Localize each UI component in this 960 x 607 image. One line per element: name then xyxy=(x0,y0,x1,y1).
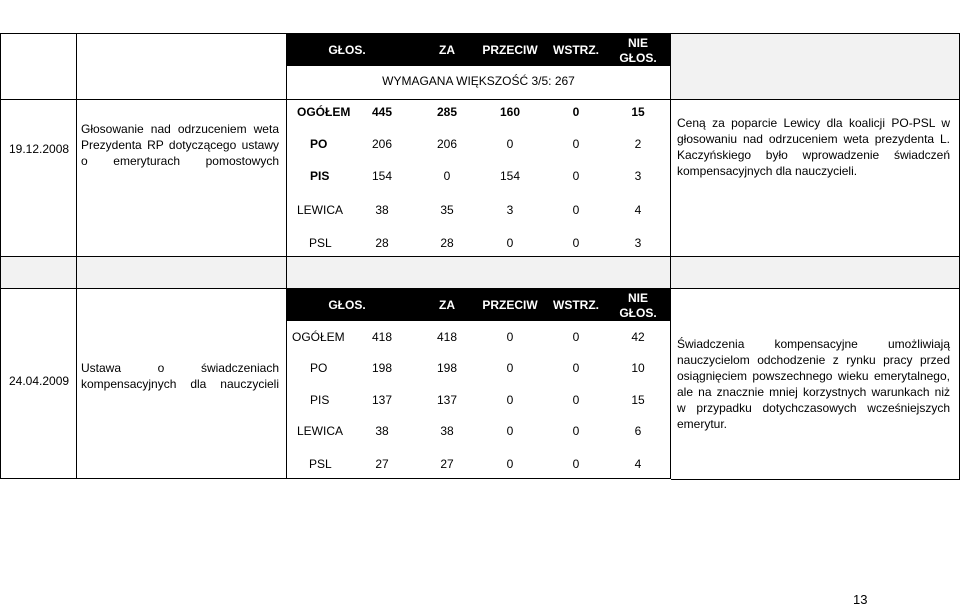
col-przeciw: PRZECIW xyxy=(482,43,538,57)
col-przeciw: PRZECIW xyxy=(482,298,538,312)
block2-description: Ustawa o świadczeniach kompensacyjnych dla nauczycieli xyxy=(81,361,279,391)
col-glos: GŁOS. xyxy=(328,43,366,57)
page-number: 13 xyxy=(853,592,868,607)
majority-requirement: WYMAGANA WIĘKSZOŚĆ 3/5: 267 xyxy=(382,74,575,88)
col-nie: NIE xyxy=(627,36,648,50)
col-za: ZA xyxy=(439,298,455,312)
col-glos: GŁOS. xyxy=(328,298,366,312)
col-nie: NIE xyxy=(627,291,648,305)
block1-note: Ceną za poparcie Lewicy dla koalicji PO-PSL w głosowaniu nad odrzuceniem weta prezydenta L. Kaczyńskiego było wprowadzenie świadczeń kompensacyjnych dla nauczycieli. xyxy=(677,116,950,178)
col-wstrz: WSTRZ. xyxy=(553,298,599,312)
block1-description: Głosowanie nad odrzuceniem weta Prezydenta RP dotyczącego ustawy o emeryturach pomostowych xyxy=(81,122,279,168)
col-wstrz: WSTRZ. xyxy=(553,43,599,57)
block2-header-bar xyxy=(287,289,670,321)
block2-date: 24.04.2009 xyxy=(9,374,70,388)
col-nie-glos: GŁOS. xyxy=(619,51,657,65)
col-nie-glos: GŁOS. xyxy=(619,306,657,320)
col-za: ZA xyxy=(439,43,455,57)
block1-header-bar xyxy=(287,34,670,66)
block2-note: Świadczenia kompensacyjne umożliwiają nauczycielom odchodzenie z rynku pracy przed osiągnięciem powszechnego wieku emerytalnego, ale na znacznie mniej korzystnych warunkach niż w przypadku dotychczasowych wcześniejszych emerytur. xyxy=(677,337,950,431)
block1-date: 19.12.2008 xyxy=(9,142,70,156)
